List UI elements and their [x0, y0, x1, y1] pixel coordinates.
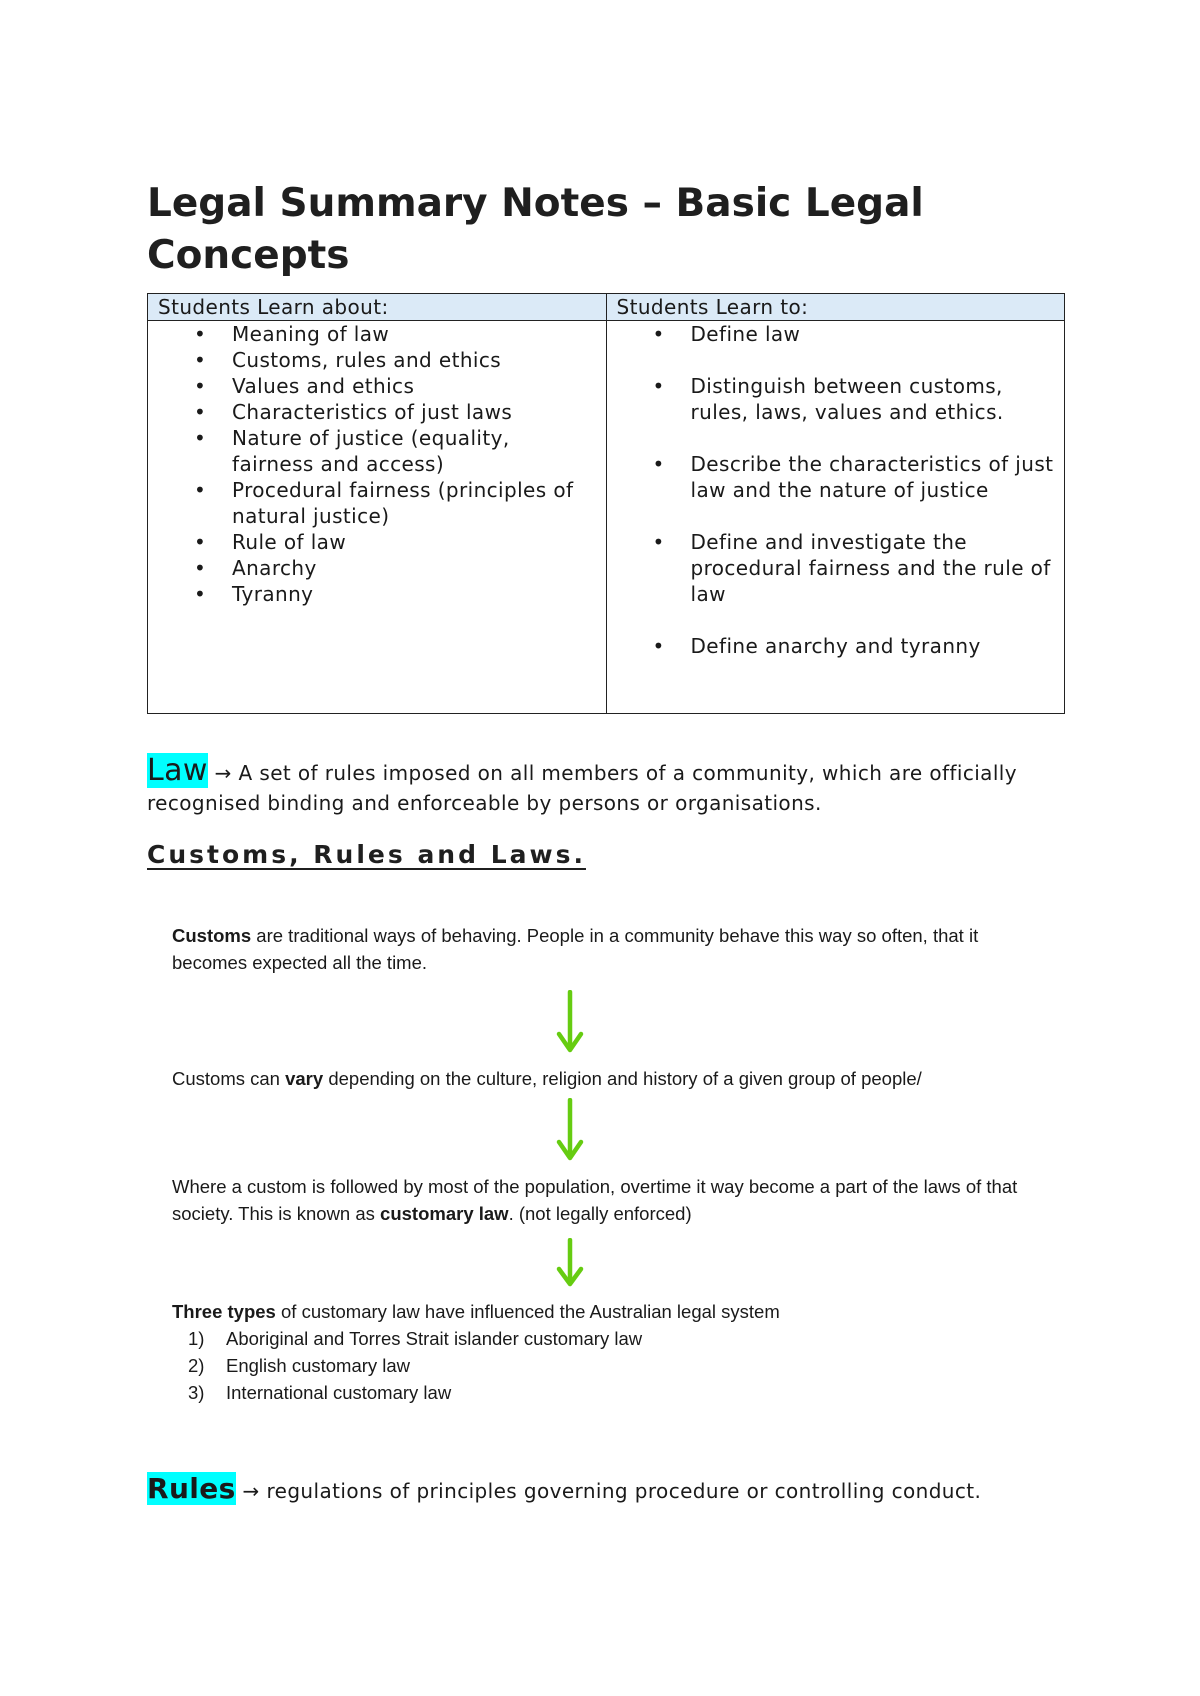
flow-bold-term: Customs — [172, 925, 252, 946]
list-item — [607, 373, 1065, 425]
bullet-icon: • — [194, 556, 207, 580]
syllabus-table — [147, 293, 1065, 714]
learn-to-cell — [606, 321, 1065, 714]
bullet-icon: • — [652, 322, 665, 346]
flow-step-customary-law — [172, 1173, 1032, 1227]
list-item — [148, 425, 606, 477]
list-number: 1) — [188, 1328, 205, 1349]
list-item — [607, 321, 1065, 347]
flow-step-three-types — [172, 1298, 1032, 1406]
right-arrow-icon: → — [242, 1479, 260, 1503]
list-item-text: Anarchy — [232, 556, 317, 580]
rules-definition — [147, 1474, 1067, 1506]
right-arrow-icon: → — [214, 761, 232, 785]
flow-text: Where a custom is followed by most of the population, overtime it way become a part of the laws of that society. This is known as — [172, 1176, 1018, 1224]
bullet-icon: • — [194, 582, 207, 606]
rules-term: Rules — [147, 1472, 236, 1505]
list-item — [148, 373, 606, 399]
bullet-icon: • — [194, 530, 207, 554]
flow-bold-term: customary law — [380, 1203, 509, 1224]
down-arrow-icon — [555, 1098, 585, 1162]
list-item-text: Nature of justice (equality, fairness and access) — [232, 426, 510, 476]
list-item — [148, 477, 606, 529]
list-item-text: Customs, rules and ethics — [232, 348, 502, 372]
learn-about-list — [148, 321, 606, 607]
list-item-text: Characteristics of just laws — [232, 400, 513, 424]
list-item-text: English customary law — [226, 1355, 411, 1376]
learn-to-list — [607, 321, 1065, 659]
flow-text: of customary law have influenced the Australian legal system — [275, 1301, 780, 1322]
list-item-text: Aboriginal and Torres Strait islander customary law — [226, 1328, 643, 1349]
list-item-text: International customary law — [226, 1382, 452, 1403]
flow-text: Customs can — [172, 1068, 286, 1089]
learn-about-cell — [148, 321, 607, 714]
flow-bold-term: Three types — [172, 1301, 276, 1322]
list-item-text: Describe the characteristics of just law and the nature of justice — [690, 452, 1054, 502]
list-item — [148, 529, 606, 555]
list-number: 3) — [188, 1382, 205, 1403]
law-definition-text: A set of rules imposed on all members of a community, which are officially recognised binding and enforceable by persons or organisations. — [147, 761, 1017, 815]
bullet-icon: • — [652, 634, 665, 658]
list-item-text: Define law — [690, 322, 801, 346]
rules-definition-text: regulations of principles governing procedure or controlling conduct. — [259, 1479, 982, 1503]
list-item — [607, 633, 1065, 659]
bullet-icon: • — [652, 374, 665, 398]
bullet-icon: • — [194, 478, 207, 502]
bullet-icon: • — [194, 400, 207, 424]
bullet-icon: • — [652, 452, 665, 476]
down-arrow-icon — [555, 1238, 585, 1288]
list-item-text: Distinguish between customs, rules, laws, values and ethics. — [690, 374, 1004, 424]
header-learn-to: Students Learn to: — [606, 294, 1065, 321]
flow-text: depending on the culture, religion and history of a given group of people/ — [323, 1068, 922, 1089]
down-arrow-icon — [555, 990, 585, 1054]
flow-step-vary — [172, 1065, 1032, 1092]
law-definition — [147, 753, 1067, 818]
bullet-icon: • — [194, 426, 207, 450]
list-item — [607, 529, 1065, 607]
law-term: Law — [147, 753, 208, 788]
list-item-text: Procedural fairness (principles of natural justice) — [232, 478, 574, 528]
list-item — [607, 451, 1065, 503]
flow-text: are traditional ways of behaving. People in a community behave this way so often, that it becomes expected all the time. — [172, 925, 979, 973]
list-item-text: Meaning of law — [232, 322, 390, 346]
table-header-row — [148, 294, 1065, 321]
flow-bold-term: vary — [285, 1068, 324, 1089]
list-item — [148, 555, 606, 581]
list-item-text: Rule of law — [232, 530, 347, 554]
list-item — [148, 347, 606, 373]
document-title: Legal Summary Notes – Basic Legal Concepts — [147, 181, 924, 278]
section-heading: Customs, Rules and Laws. — [147, 840, 586, 869]
bullet-icon: • — [194, 374, 207, 398]
bullet-icon: • — [194, 348, 207, 372]
list-item — [172, 1379, 1032, 1406]
list-item-text: Define and investigate the procedural fairness and the rule of law — [690, 530, 1051, 606]
list-item — [148, 581, 606, 607]
list-item — [172, 1352, 1032, 1379]
list-item — [148, 321, 606, 347]
bullet-icon: • — [652, 530, 665, 554]
table-row — [148, 321, 1065, 714]
list-item-text: Values and ethics — [232, 374, 415, 398]
list-item-text: Define anarchy and tyranny — [690, 634, 981, 658]
flow-three-types-heading — [172, 1298, 1032, 1325]
list-item-text: Tyranny — [232, 582, 314, 606]
customary-law-types-list — [172, 1325, 1032, 1406]
flow-step-customs — [172, 922, 1032, 976]
list-item — [148, 399, 606, 425]
list-number: 2) — [188, 1355, 205, 1376]
header-learn-about: Students Learn about: — [148, 294, 607, 321]
list-item — [172, 1325, 1032, 1352]
flow-text: . (not legally enforced) — [508, 1203, 692, 1224]
bullet-icon: • — [194, 322, 207, 346]
